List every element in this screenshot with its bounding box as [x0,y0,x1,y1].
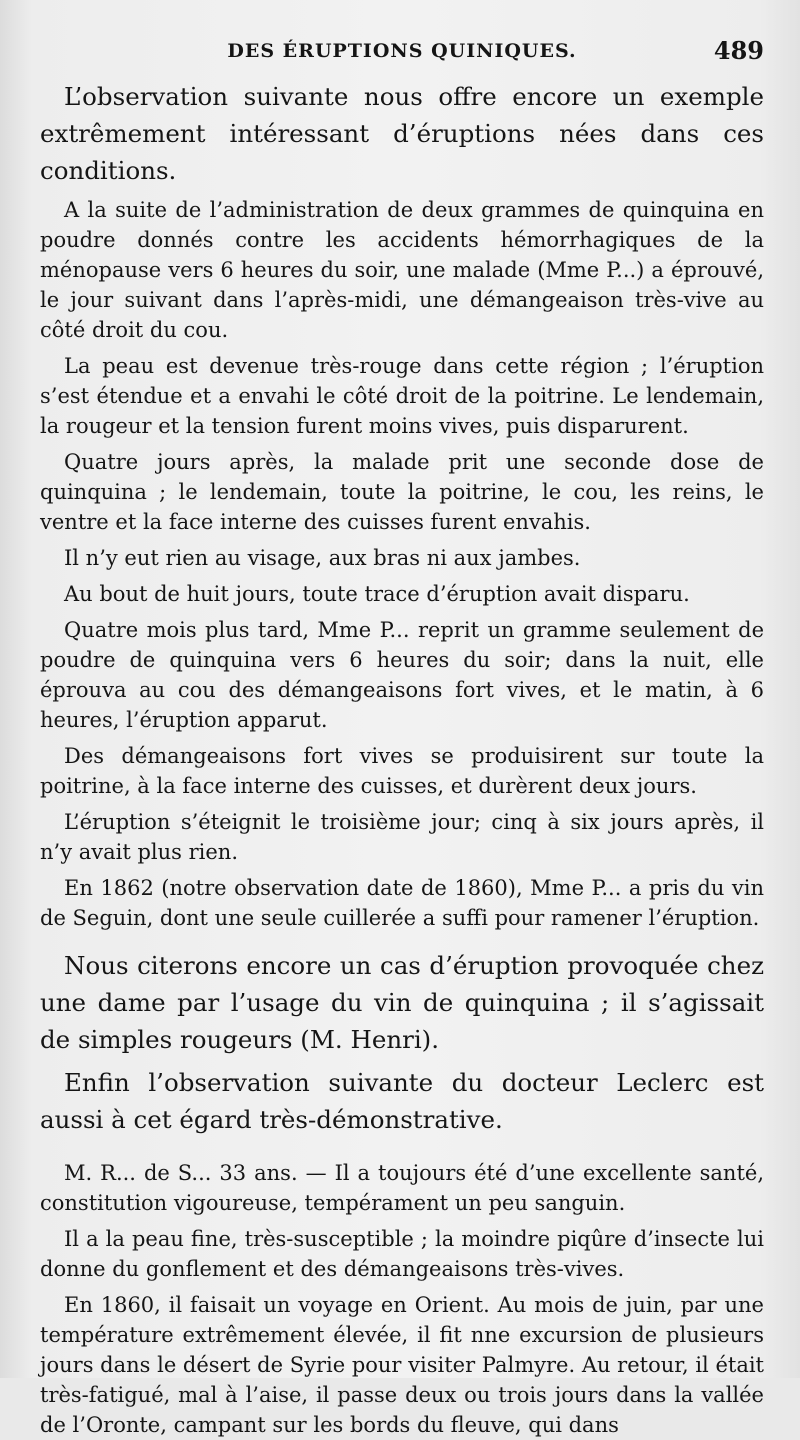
case1-paragraph-6: Quatre mois plus tard, Mme P... reprit un gramme seulement de poudre de quinquina vers 6 heures du soir; dans la nuit, elle éprouva au cou des démangeaisons fort vives, et le matin, à 6 heures, l’éruption apparut. [40,618,764,732]
case2-paragraph-3: En 1860, il faisait un voyage en Orient. Au mois de juin, par une température extrêmement élevée, il fit nne excursion de plusieurs jours dans le désert de Syrie pour visiter Palmyre. Au retour, il était très-fatigué, mal à l’aise, il passe deux ou trois jours dans la vallée de l’Oronte, campant sur les bords du fleuve, qui dans [40,1293,764,1437]
case1-paragraph-5: Au bout de huit jours, toute trace d’éruption avait disparu. [64,582,690,606]
case1-paragraph-4: Il n’y eut rien au visage, aux bras ni aux jambes. [64,546,581,570]
case1-section [40,195,764,933]
case1-paragraph-3: Quatre jours après, la malade prit une seconde dose de quinquina ; le lendemain, toute la poitrine, le cou, les reins, le ventre et la face interne des cuisses furent envahis. [40,450,764,534]
case1-paragraph-2: La peau est devenue très-rouge dans cette région ; l’éruption s’est étendue et a envahi le côté droit de la poitrine. Le lendemain, la rougeur et la tension furent moins vives, puis disparurent. [40,354,764,438]
page-number: 489 [713,36,764,65]
middle-paragraph-2: Enfin l’observation suivante du docteur Leclerc est aussi à cet égard très-démonstrative. [40,1068,764,1134]
middle-paragraph-1: Nous citerons encore un cas d’éruption provoquée chez une dame par l’usage du vin de quinquina ; il s’agissait de simples rougeurs (M. Henri). [40,951,764,1054]
running-head [40,34,764,78]
case1-paragraph-8: L’éruption s’éteignit le troisième jour; cinq à six jours après, il n’y avait plus rien. [40,810,764,864]
case2-section [40,1158,764,1440]
running-title: DES ÉRUPTIONS QUINIQUES. [227,40,577,62]
case1-paragraph-7: Des démangeaisons fort vives se produisirent sur toute la poitrine, à la face interne des cuisses, et durèrent deux jours. [40,744,764,798]
intro-paragraph: L’observation suivante nous offre encore un exemple extrêmement intéressant d’éruptions nées dans ces conditions. [40,82,764,185]
case1-paragraph-9: En 1862 (notre observation date de 1860), Mme P... a pris du vin de Seguin, dont une seule cuillerée a suffi pour ramener l’éruption. [40,876,764,930]
case2-paragraph-1: M. R... de S... 33 ans. — Il a toujours été d’une excellente santé, constitution vigoureuse, tempérament un peu sanguin. [40,1161,764,1215]
case1-paragraph-1: A la suite de l’administration de deux grammes de quinquina en poudre donnés contre les accidents hémorrhagiques de la ménopause vers 6 heures du soir, une malade (Mme P...) a éprouvé, le jour suivant dans l’après-midi, une démangeaison très-vive au côté droit du cou. [40,198,764,342]
case2-paragraph-2: Il a la peau fine, très-susceptible ; la moindre piqûre d’insecte lui donne du gonflement et des démangeaisons très-vives. [40,1227,764,1281]
